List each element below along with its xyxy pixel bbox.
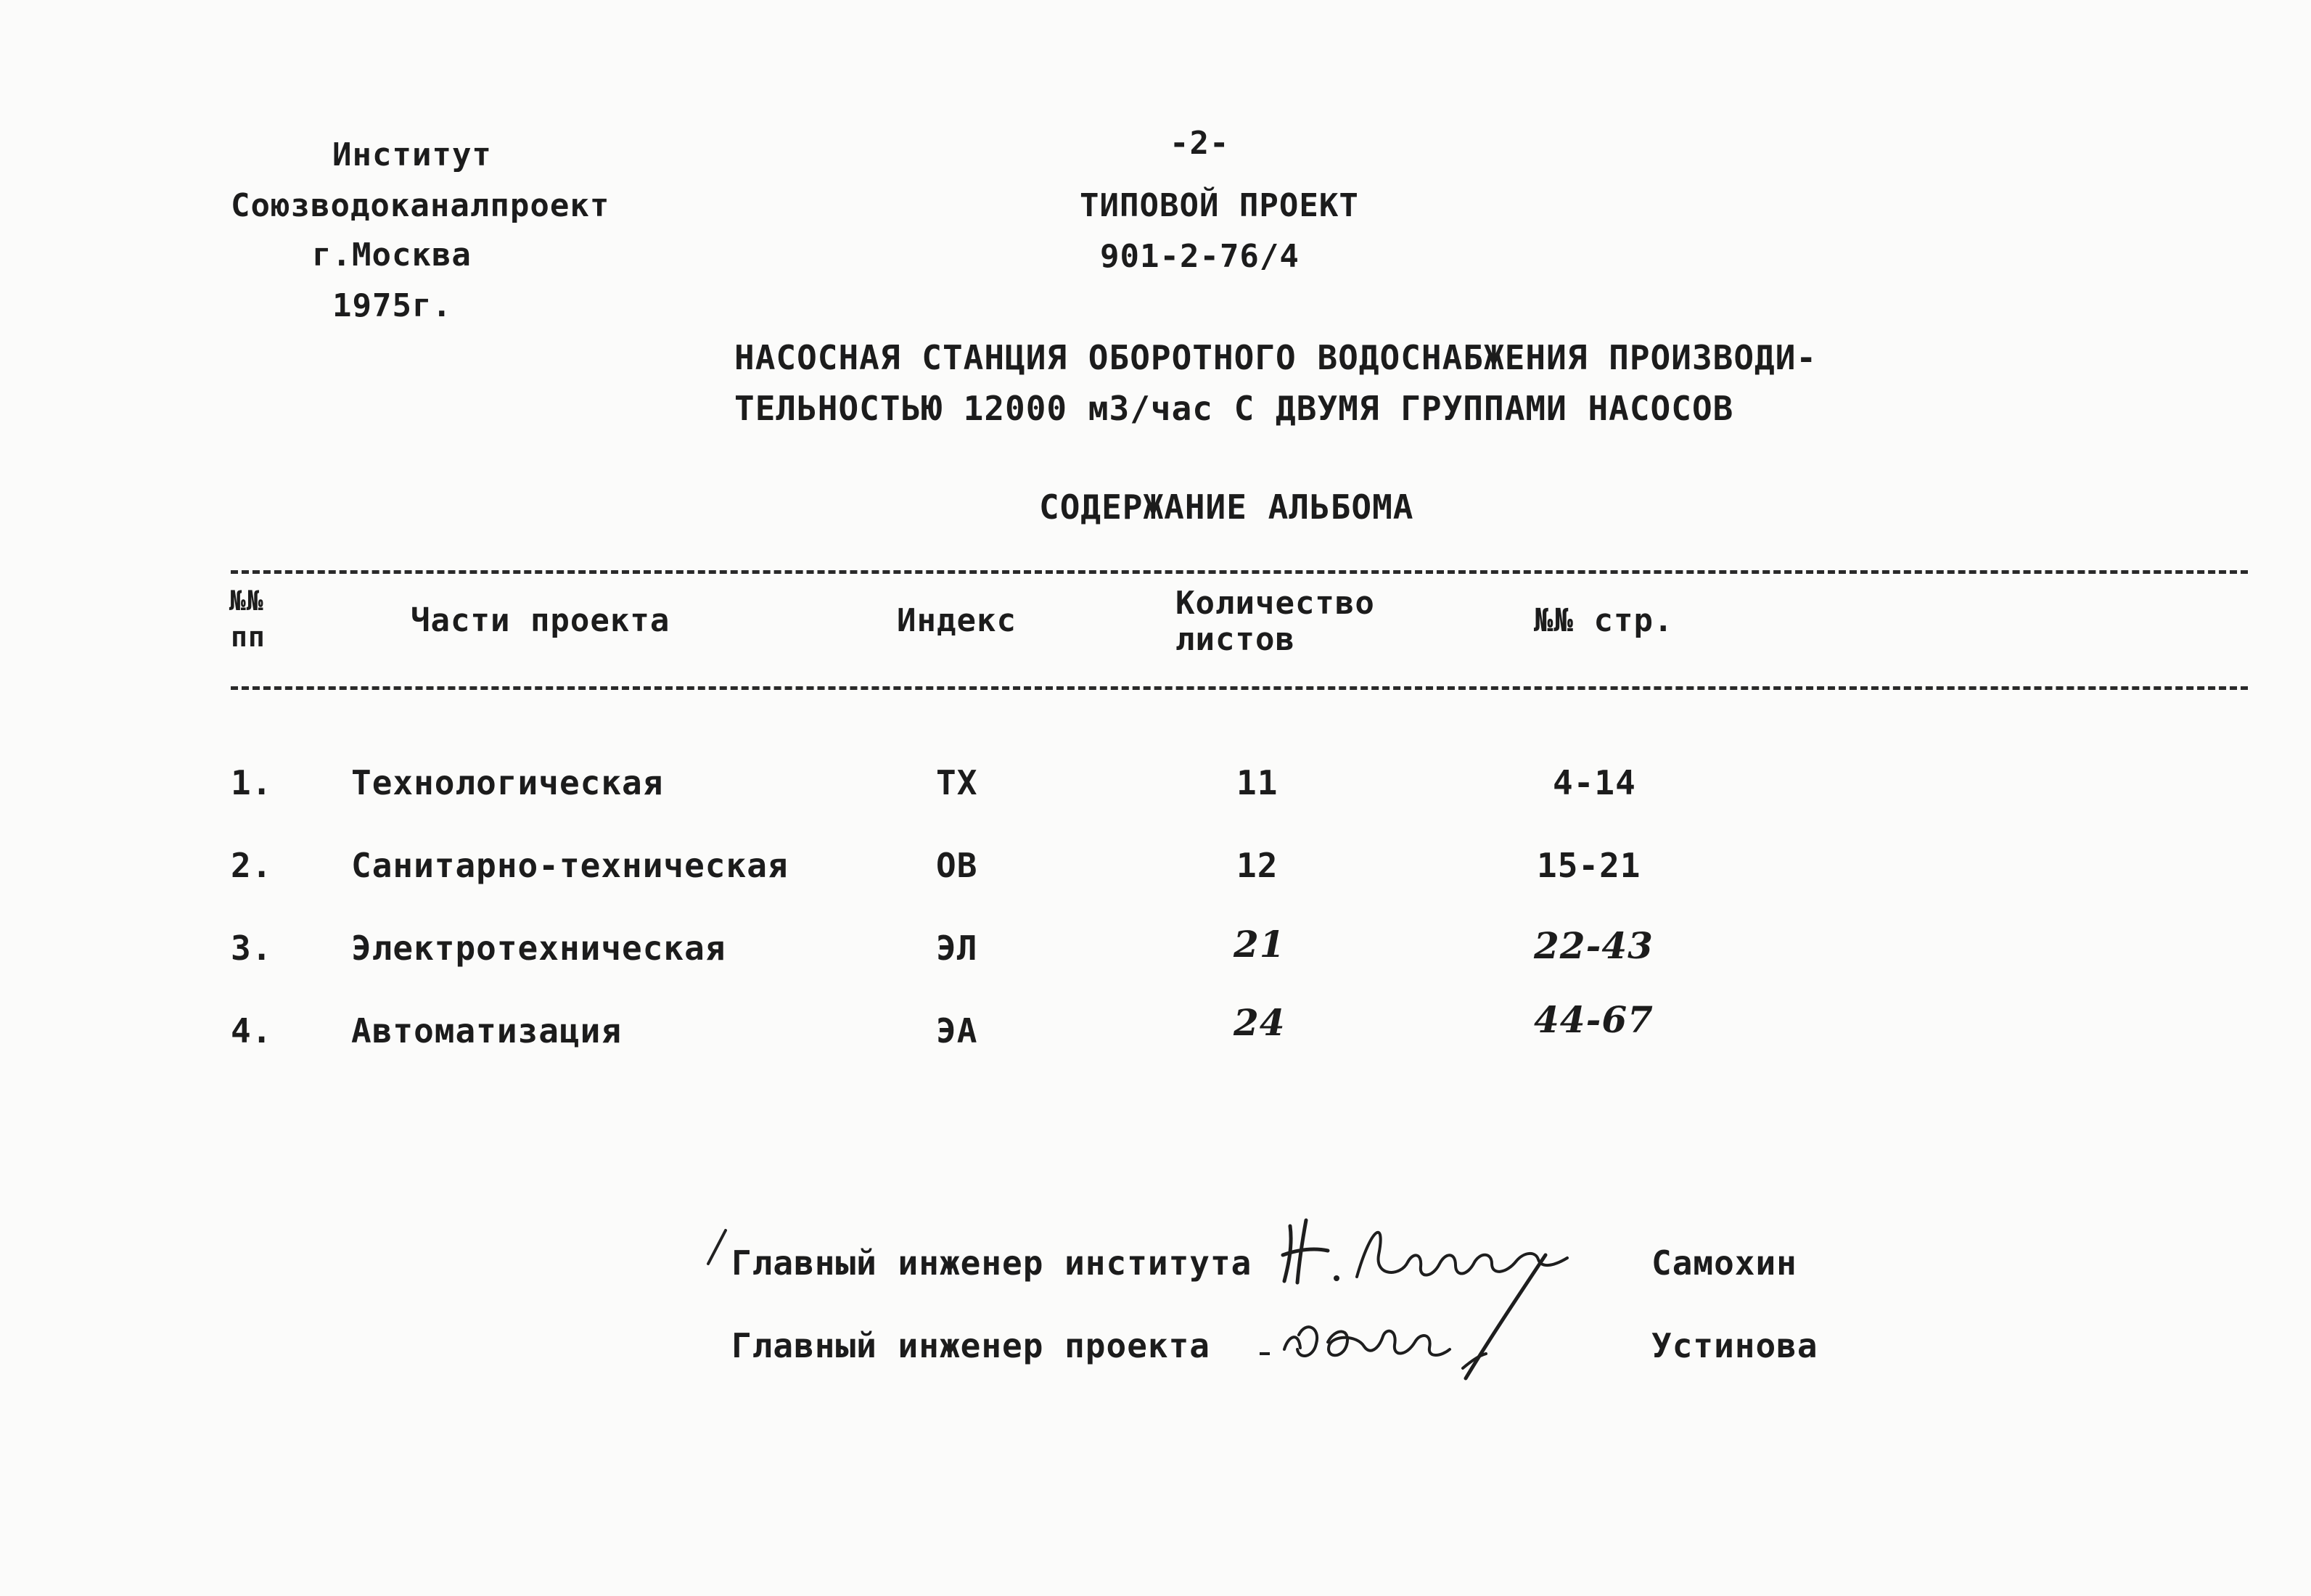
row-1-pages: 4-14 bbox=[1553, 763, 1636, 802]
row-3-sheets: 21 bbox=[1234, 923, 1286, 966]
project-title-line2: ТЕЛЬНОСТЬЮ 12000 м3/час С ДВУМЯ ГРУППАМИ НАСОСОВ bbox=[734, 389, 1734, 428]
signature-2-role: Главный инженер проекта bbox=[731, 1326, 1210, 1365]
project-title-line1: НАСОСНАЯ СТАНЦИЯ ОБОРОТНОГО ВОДОСНАБЖЕНИЯ ПРОИЗВОДИ- bbox=[734, 338, 1818, 377]
header-num-line1: №№ bbox=[229, 585, 264, 617]
institute-year: 1975г. bbox=[332, 287, 452, 324]
row-1-sheets: 11 bbox=[1236, 763, 1278, 802]
header-part: Части проекта bbox=[411, 602, 670, 639]
header-num-line2: пп bbox=[231, 621, 266, 653]
row-4-sheets: 24 bbox=[1234, 1001, 1286, 1044]
row-1-num: 1. bbox=[231, 763, 273, 802]
row-2-num: 2. bbox=[231, 846, 273, 885]
institute-name: Союзводоканалпроект bbox=[231, 187, 610, 224]
signature-2-name: Устинова bbox=[1651, 1326, 1818, 1365]
project-label: ТИПОВОЙ ПРОЕКТ bbox=[1080, 187, 1359, 224]
row-4-index: ЭА bbox=[936, 1011, 978, 1050]
row-1-part: Технологическая bbox=[351, 763, 664, 802]
row-2-sheets: 12 bbox=[1236, 846, 1278, 885]
handwritten-signature-icon-2 bbox=[1255, 1226, 1560, 1393]
row-3-num: 3. bbox=[231, 929, 273, 968]
row-3-part: Электротехническая bbox=[351, 929, 726, 968]
table-header-rule bbox=[231, 686, 2248, 690]
header-index: Индекс bbox=[897, 602, 1017, 639]
row-2-pages: 15-21 bbox=[1537, 846, 1641, 885]
row-4-pages: 44-67 bbox=[1534, 998, 1654, 1041]
signature-1-role: Главный инженер института bbox=[731, 1243, 1252, 1283]
tick-mark bbox=[704, 1226, 733, 1270]
row-3-pages: 22-43 bbox=[1534, 924, 1654, 967]
row-2-part: Санитарно-техническая bbox=[351, 846, 789, 885]
contents-heading: СОДЕРЖАНИЕ АЛЬБОМА bbox=[1039, 488, 1414, 527]
signature-1-name: Самохин bbox=[1651, 1243, 1797, 1283]
header-sheets-line2: листов bbox=[1175, 621, 1295, 658]
project-code: 901-2-76/4 bbox=[1100, 238, 1300, 275]
row-3-index: ЭЛ bbox=[936, 929, 978, 968]
row-4-num: 4. bbox=[231, 1011, 273, 1050]
row-4-part: Автоматизация bbox=[351, 1011, 623, 1050]
row-1-index: ТХ bbox=[936, 763, 978, 802]
institute-city: г.Москва bbox=[312, 236, 472, 273]
header-pages: №№ стр. bbox=[1534, 602, 1674, 639]
table-top-rule bbox=[231, 570, 2248, 574]
page-number: -2- bbox=[1170, 125, 1230, 162]
header-sheets-line1: Количество bbox=[1175, 585, 1375, 622]
row-2-index: ОВ bbox=[936, 846, 978, 885]
institute-line1: Институт bbox=[332, 136, 492, 173]
